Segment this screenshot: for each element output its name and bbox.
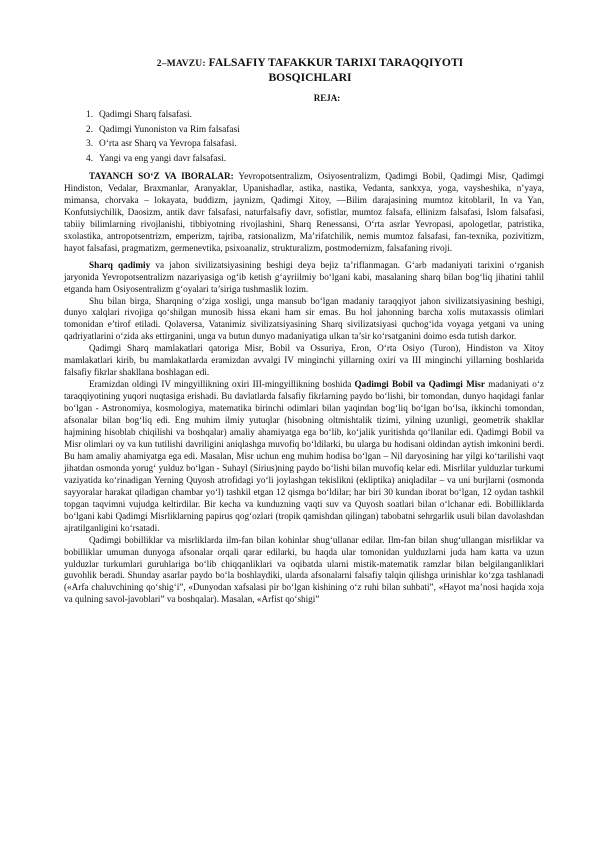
plan-item: 4. Yangi va eng yangi davr falsafasi. — [86, 153, 227, 164]
plan-item: 1. Qadimgi Sharq falsafasi. — [86, 110, 192, 120]
paragraph-sharq: Sharq qadimiy va jahon sivilizatsiyasining beshigi deya bejiz ta’riflanmagan. G‘arb madaniyati tarixini o‘rganish jaryonida Yevropotsentralizm nazariyasiga og‘ib ketish g‘ayriilmiy bo‘lgani kabi, masalaning sharq bilan bog‘liq jihatini tahlil etganda ham Osiyosentralizm g‘oyalari ta’siriga tushmaslik lozim. — [64, 259, 545, 294]
keywords-text: Yevropotsentralizm, Osiyosentralizm, Qadimgi Bobil, Qadimgi Misr, Qadimgi Hindiston, Vedalar, Braxmanlar, Aranyaklar, Upanishadlar, astika, nastika, Vedanta, sankxya, yoga, vaysheshika, n’yaya, mimansa, chorvaka – lokayata, buddizm, jaynizm, Qadimgi Xitoy, ―Bilim darajasining mumtoz kitoblari‖, In va Yan, Konfutsiychilik, Daosizm, antik davr falsafasi, naturfalsafiy davr, sofistlar, mumtoz falsafa, ellinizm falsafasi, Islom falsafasi, tabiiy bilimlarning rivojlanishi, tibbiyotning rivojlashini, Sharq Renessansi, O‘rta asrlar Yevropasi, apologetlar, patristika, sxolastika, antropotsentrizm, emperizm, tajriba, ratsionalizm, Ma’rifatchilik, nemis mumtoz falsafasi, fan-texnika, pozivitizm, hayot falsafasi, pragmatizm, germenevtika, psixoanaliz, strukturalizm, postmodernizm, falsafaning rivoji. — [64, 171, 544, 253]
paragraph-kohinlar: Qadimgi bobilliklar va misrliklarda ilm-fan bilan kohinlar shug‘ullanar edilar. Ilm-fan bilan shug‘ullangan misrliklar va bobilliklar umuman dunyoga afsonalar orqali qarar edilarki, bu haqda ular tomonidan yulduzlarni juda ham katta va uzun yulduzlar turkumlari guruhlariga bo‘lib chiqqanliklari va oqibatda ularni mistik-matematik ramzlar bilan belgilanganliklari guvohlik beradi. Shunday asarlar paydo bo‘la boshlaydiki, ularda afsonalarni falsafiy talqin qilishga urinishlar ko‘zga tashlanadi («Arfa chaluvchining qo‘shig‘i”, «Dunyodan xafsalasi pir bo‘lgan kishining o‘z ruhi bilan suhbati”, «Hayot ma’nosi haqida xoja va qulning savol-javoblari” va boshqalar). Masalan, «Arfist qo‘shigi” — [64, 534, 544, 605]
plan-item: 3. O‘rta asr Sharq va Yevropa falsafasi. — [86, 139, 237, 150]
title-line-2: BOSQICHLARI — [268, 71, 352, 84]
keywords-paragraph — [64, 171, 544, 255]
plan-list — [86, 108, 240, 166]
title-main: FALSAFIY TAFAKKUR TARIXI TARAQQIYOTI — [208, 56, 464, 69]
title-line-1 — [110, 56, 510, 71]
page-title — [110, 56, 510, 85]
plan-item: 2. Qadimgi Yunoniston va Rim falsafasi — [86, 124, 240, 135]
paragraph-bobil-misr: Eramizdan oldingi IV mingyillikning oxiri III-mingyillikning boshida Qadimgi Bobil va Qadimgi Misr madaniyati o‘z taraqqiyotining yuqori nuqtasiga erishadi. Bu davlatlarda falsafiy fikrlarning paydo bo‘lishi, bir tomondan, dunyo haqidagi fanlar bo‘lgan - Astronomiya, kosmologiya, matematika birinchi odimlari bilan yaqindan bog‘liq bo‘lgan bo‘lsa, ikkinchi tomondan, afsonalar bilan bog‘liq edi. Eng muhim ilmiy yutuqlar (hisobning oltmishtalik tizimi, yilning uzunligi, geometrik shakllar hajmining hisoblab chiqilishi va boshqalar) amaliy ahamiyatga ega bo‘lib, ko‘jalik yuritishda qo‘llanilar edi. Qadimgi Bobil va Misr olimlari oy va kun tutilishi davriligini aniqlashga muvofiq bo‘ldilarki, bu ularga bu hodisani oldindan aytish imkonini berdi. Bu ham amaliy ahamiyatga ega edi. Masalan, Misr uchun eng muhim hodisa bo‘lgan – Nil daryosining har yilgi ko‘tarilishi vaqt jihatdan osmonda yorug‘ yulduz bo‘lgan - Suhayl (Sirius)ning paydo bo‘lishi bilan muvofiq kelar edi. Misrlilar yulduzlar turkumi vaziyatida ko‘rinadigan Yerning Quyosh atrofidagi yo‘li joylashgan tekislikni (ekliptika) aniqladilar – va uni burjlarni (osmonda sayyoralar harakat qiladigan chambar yo‘l) tashkil etgan 12 qismga bo‘ldilar; har biri 30 kundan iborat bo‘lgan, 12 oydan tashkil topgan taqvimni vujudga keltirdilar. Bir kecha va kunduzning vaqti suv va Quyosh soatlari bilan o‘lchanar edi. Bobilliklarda bo‘lgani kabi Qadimgi Misrliklarning papirus qog‘ozlari (tropik qamishdan qilingan) tabobatni sehrgarlik usuli bilan davolashdan ajratilganligini ko‘rsatadi. — [64, 379, 545, 533]
title-prefix: 2–MAVZU: — [156, 59, 206, 69]
paragraph-countries: Qadimgi Sharq mamlakatlari qatoriga Misr, Bobil va Ossuriya, Eron, O‘rta Osiyo (Turon), Hindiston va Xitoy mamlakatlari kirib, bu mamlakatlarda eramizdan avvalgi IV minginchi yillarning oxiri va III minginchi yillarning boshlarida falsafiy fikrlar shakllana boshlagan edi. — [64, 343, 544, 378]
document-body — [64, 171, 544, 606]
plan-heading: REJA: — [313, 93, 341, 103]
paragraph-civilization: Shu bilan birga, Sharqning o‘ziga xosligi, unga mansub bo‘lgan madaniy taraqqiyot jahon sivilizatsiyasining beshigi, dunyo xalqlari rivojiga qo‘shilgan munosib hissa ekani ham sir emas. Bu hol jahonning barcha xolis mutaxassis olimlari tomonidan e’tirof etiladi. Qolaversa, Vatanimiz sivilizatsiyasining Sharq sivilizatsiyasi quchog‘ida voyaga yetgani va uning qadriyatlarini o‘zida aks ettirganini, unga va butun dunyo madaniyatiga ulkan ta’sir ko‘rsatganini doimo esda tutish darkor. — [64, 295, 544, 342]
keywords-label: TAYANCH SO‘Z VA IBORALAR: — [89, 171, 234, 181]
